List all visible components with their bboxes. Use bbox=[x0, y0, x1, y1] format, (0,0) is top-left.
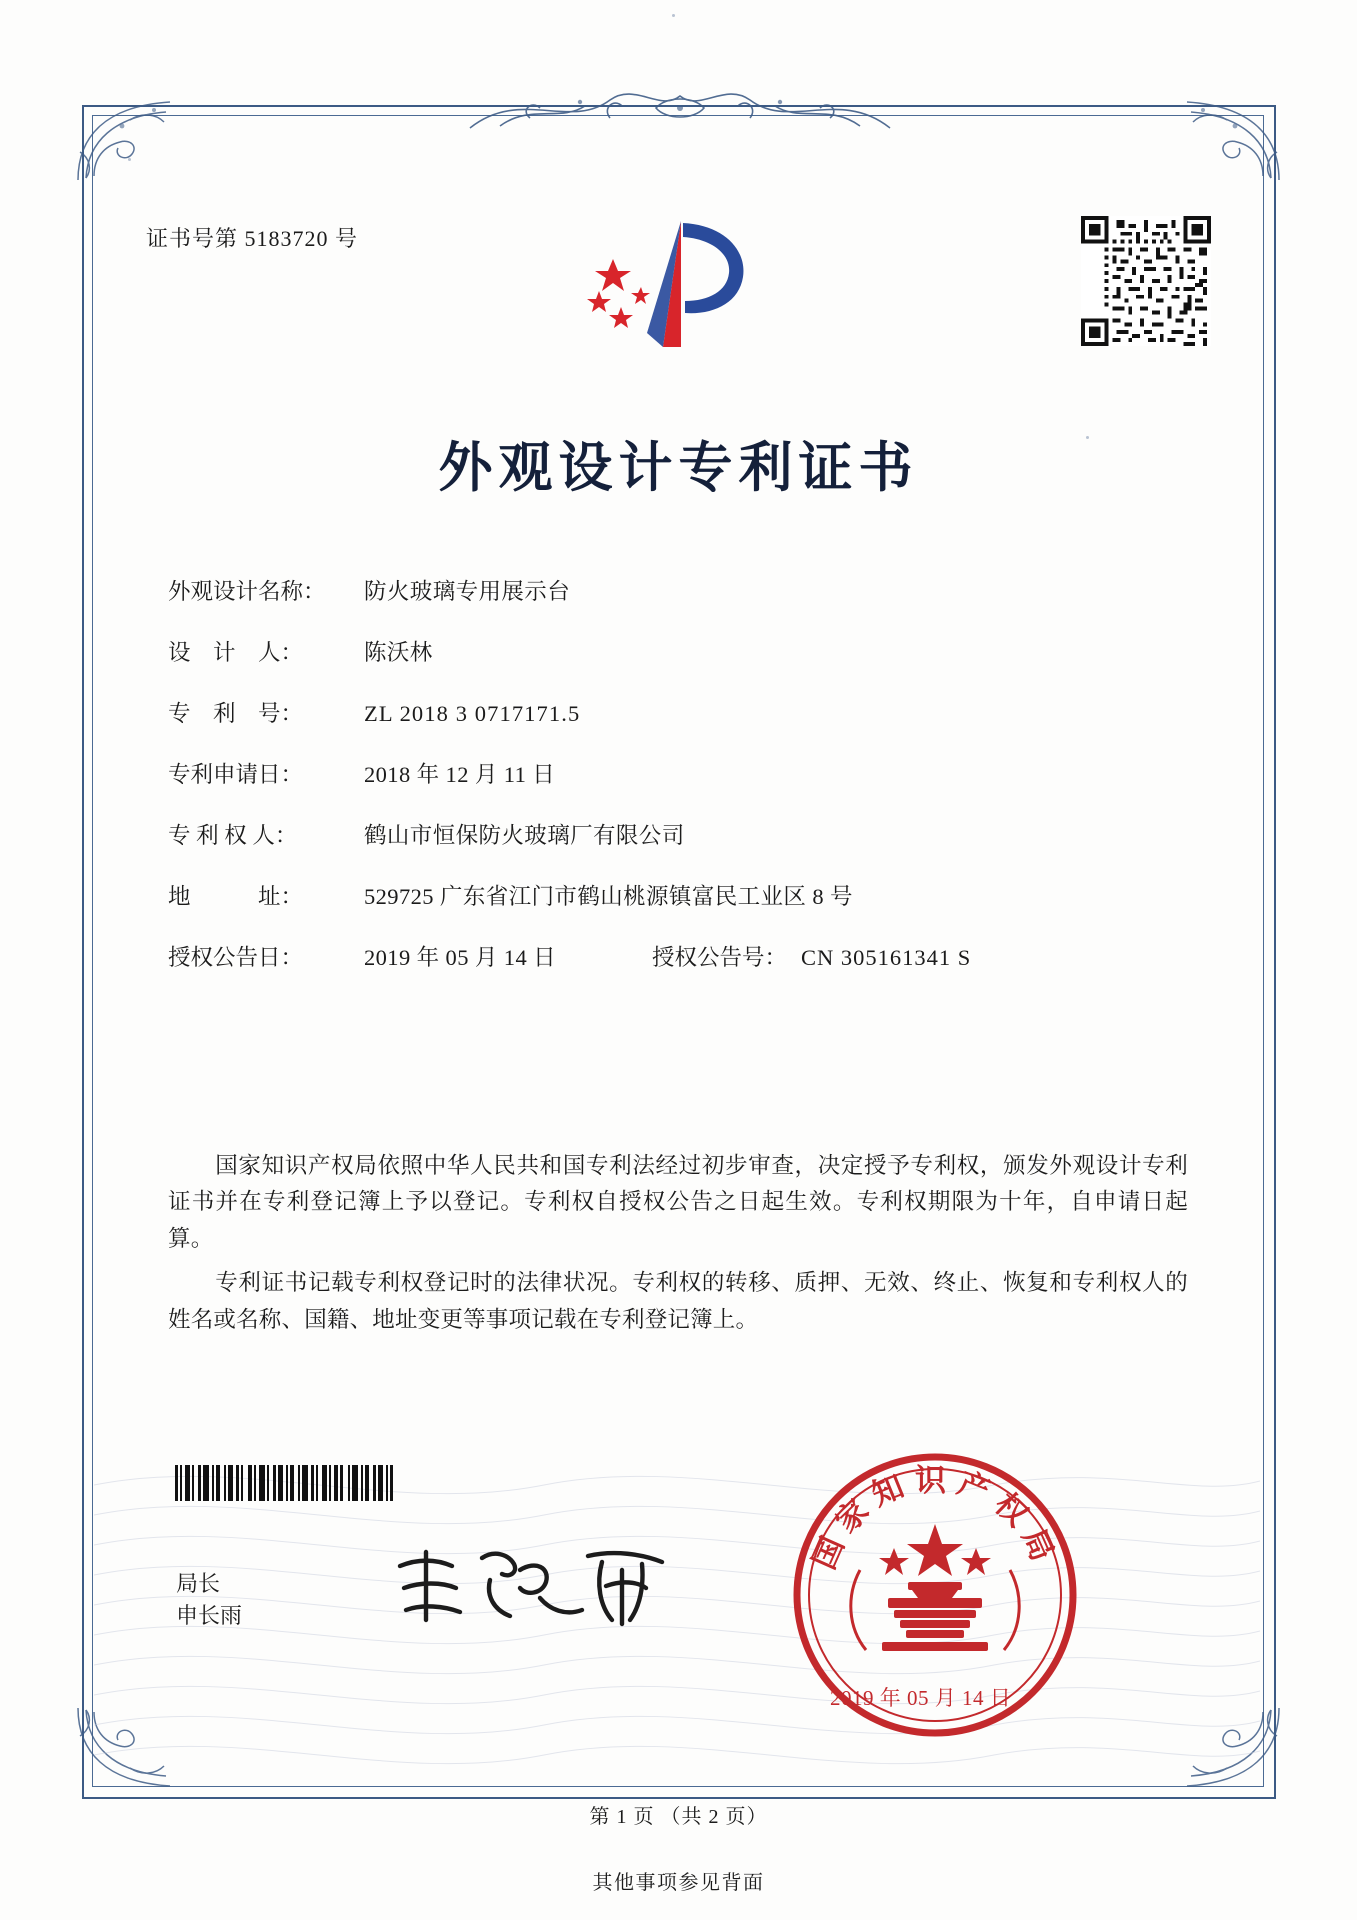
field-label: 授权公告日： bbox=[168, 945, 304, 970]
barcode-icon bbox=[175, 1465, 520, 1501]
field-label: 地 址： bbox=[168, 884, 304, 909]
field-value-secondary: CN 305161341 S bbox=[801, 945, 972, 970]
field-patent-number bbox=[168, 700, 1188, 727]
field-value: 鹤山市恒保防火玻璃厂有限公司 bbox=[364, 823, 685, 848]
page-title: 外观设计专利证书 bbox=[438, 436, 919, 499]
field-value: 陈沃林 bbox=[364, 640, 433, 665]
field-design-name bbox=[168, 578, 1188, 605]
field-label: 专 利 权 人： bbox=[168, 823, 298, 848]
field-label: 专利申请日： bbox=[168, 762, 304, 787]
signature-role: 局长 bbox=[176, 1571, 221, 1596]
field-application-date bbox=[168, 761, 1188, 788]
field-label: 设 计 人： bbox=[168, 640, 304, 665]
field-grant-announcement bbox=[168, 944, 1188, 971]
signature-block bbox=[176, 1568, 242, 1632]
signature-name: 申长雨 bbox=[176, 1602, 243, 1628]
field-patentee bbox=[168, 822, 1188, 849]
field-value: 2019 年 05 月 14 日 bbox=[364, 945, 557, 970]
handwritten-signature-icon bbox=[390, 1540, 680, 1632]
paragraph-1: 国家知识产权局依照中华人民共和国专利法经过初步审查，决定授予专利权，颁发外观设计专利证书并在专利登记簿上予以登记。专利权自授权公告之日起生效。专利权期限为十年，自申请日起算。 bbox=[168, 1153, 1188, 1251]
field-label: 外观设计名称： bbox=[168, 579, 326, 604]
field-designer bbox=[168, 639, 1188, 666]
certificate-number: 证书号第 5183720 号 bbox=[146, 226, 359, 251]
field-value: 防火玻璃专用展示台 bbox=[364, 579, 571, 604]
paragraph-2: 专利证书记载专利权登记时的法律状况。专利权的转移、质押、无效、终止、恢复和专利权人的姓名或名称、国籍、地址变更等事项记载在专利登记簿上。 bbox=[168, 1270, 1188, 1332]
svg-text:国家知识产权局: 国家知识产权局 bbox=[806, 1463, 1064, 1575]
field-label: 专 利 号： bbox=[168, 701, 304, 726]
qr-code-icon bbox=[1081, 216, 1211, 346]
field-value: ZL 2018 3 0717171.5 bbox=[364, 701, 581, 726]
cnipa-logo-icon bbox=[575, 215, 775, 355]
field-address bbox=[168, 883, 1188, 910]
field-label-secondary: 授权公告号： bbox=[652, 945, 788, 970]
footer-note: 其他事项参见背面 bbox=[592, 1872, 765, 1894]
decorative-dot bbox=[672, 14, 675, 17]
certificate-fields bbox=[168, 578, 1188, 1005]
field-value: 529725 广东省江门市鹤山桃源镇富民工业区 8 号 bbox=[364, 884, 853, 909]
field-value: 2018 年 12 月 11 日 bbox=[364, 762, 556, 787]
legal-text bbox=[168, 1148, 1188, 1346]
page-number: 第 1 页 （共 2 页） bbox=[589, 1806, 768, 1828]
seal-date: 2019 年 05 月 14 日 bbox=[830, 1686, 1012, 1710]
decorative-dot bbox=[128, 158, 131, 161]
